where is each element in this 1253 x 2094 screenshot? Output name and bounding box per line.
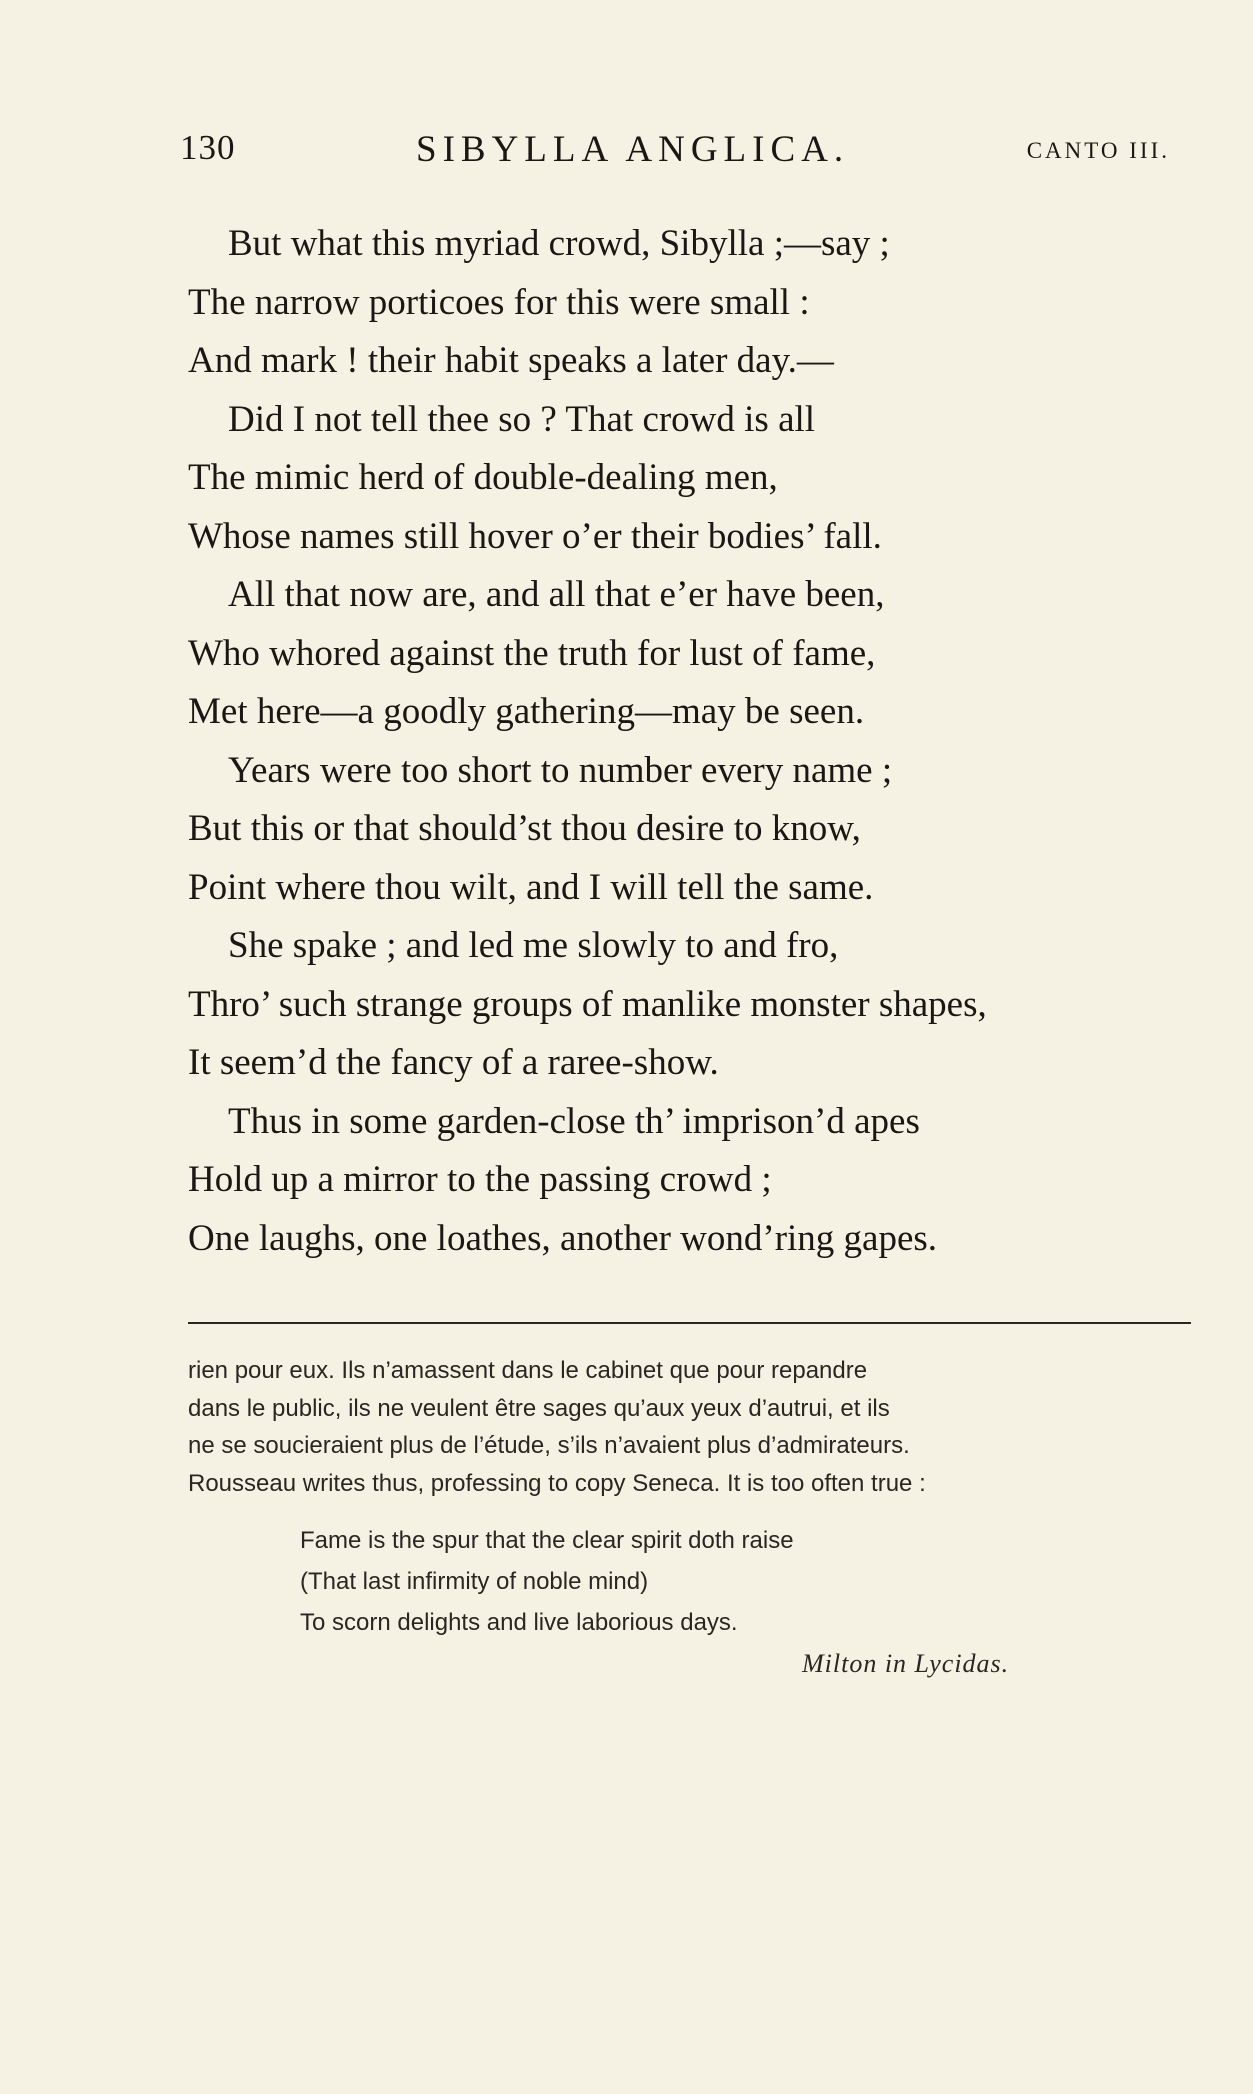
poem-line: Years were too short to number every name ; xyxy=(228,749,893,791)
poem-line: Whose names still hover o’er their bodies’ fall. xyxy=(188,515,882,557)
quotation-attribution: Milton in Lycidas. xyxy=(802,1649,1010,1678)
section-label: CANTO III. xyxy=(1026,138,1170,163)
poem-line: It seem’d the fancy of a raree-show. xyxy=(188,1042,719,1083)
poem-line: Who whored against the truth for lust of fame, xyxy=(188,632,876,674)
poem-line: But this or that should’st thou desire to know, xyxy=(188,808,861,849)
poem-line: The narrow porticoes for this were small : xyxy=(188,281,810,323)
poem-line: But what this myriad crowd, Sibylla ;—say ; xyxy=(228,223,890,264)
quotation-line: (That last infirmity of noble mind) xyxy=(300,1568,649,1595)
footnote xyxy=(188,1352,1198,1684)
poem-line: She spake ; and led me slowly to and fro, xyxy=(228,925,839,966)
poem-line: Thro’ such strange groups of manlike monster shapes, xyxy=(188,983,987,1025)
footnote-text xyxy=(188,1352,1198,1502)
book-title: SIBYLLA ANGLICA. xyxy=(416,129,850,170)
footnote-line: rien pour eux. Ils n’amassent dans le cabinet que pour repandre xyxy=(188,1357,868,1384)
poem-line: The mimic herd of double-dealing men, xyxy=(188,457,778,498)
footnote-divider xyxy=(188,1322,1191,1324)
poem-line: Met here—a goodly gathering—may be seen. xyxy=(188,691,865,732)
poem-line: Hold up a mirror to the passing crowd ; xyxy=(188,1159,772,1200)
poem-line: Thus in some garden-close th’ imprison’d apes xyxy=(228,1100,920,1142)
footnote-line: dans le public, ils ne veulent être sages qu’aux yeux d’autrui, et ils xyxy=(188,1394,890,1422)
footnote-line: Rousseau writes thus, professing to copy Seneca. It is too often true : xyxy=(188,1469,926,1497)
poem-line: Point where thou wilt, and I will tell the same. xyxy=(188,866,874,908)
footnote-quotation xyxy=(188,1520,1198,1684)
quotation-lines xyxy=(300,1520,1198,1643)
page-number: 130 xyxy=(180,128,236,167)
poem-line: Did I not tell thee so ? That crowd is all xyxy=(228,398,816,440)
quotation-line: To scorn delights and live laborious days. xyxy=(300,1609,738,1636)
poem-line: And mark ! their habit speaks a later day.— xyxy=(188,340,834,381)
running-header xyxy=(180,128,1170,188)
quotation-line: Fame is the spur that the clear spirit doth raise xyxy=(300,1527,794,1554)
footnote-line: ne se soucieraient plus de l’étude, s’ils n’avaient plus d’admirateurs. xyxy=(188,1432,910,1459)
poem-body xyxy=(188,215,1198,1268)
poem-line: One laughs, one loathes, another wond’ring gapes. xyxy=(188,1217,938,1259)
poem-line: All that now are, and all that e’er have been, xyxy=(228,574,885,615)
